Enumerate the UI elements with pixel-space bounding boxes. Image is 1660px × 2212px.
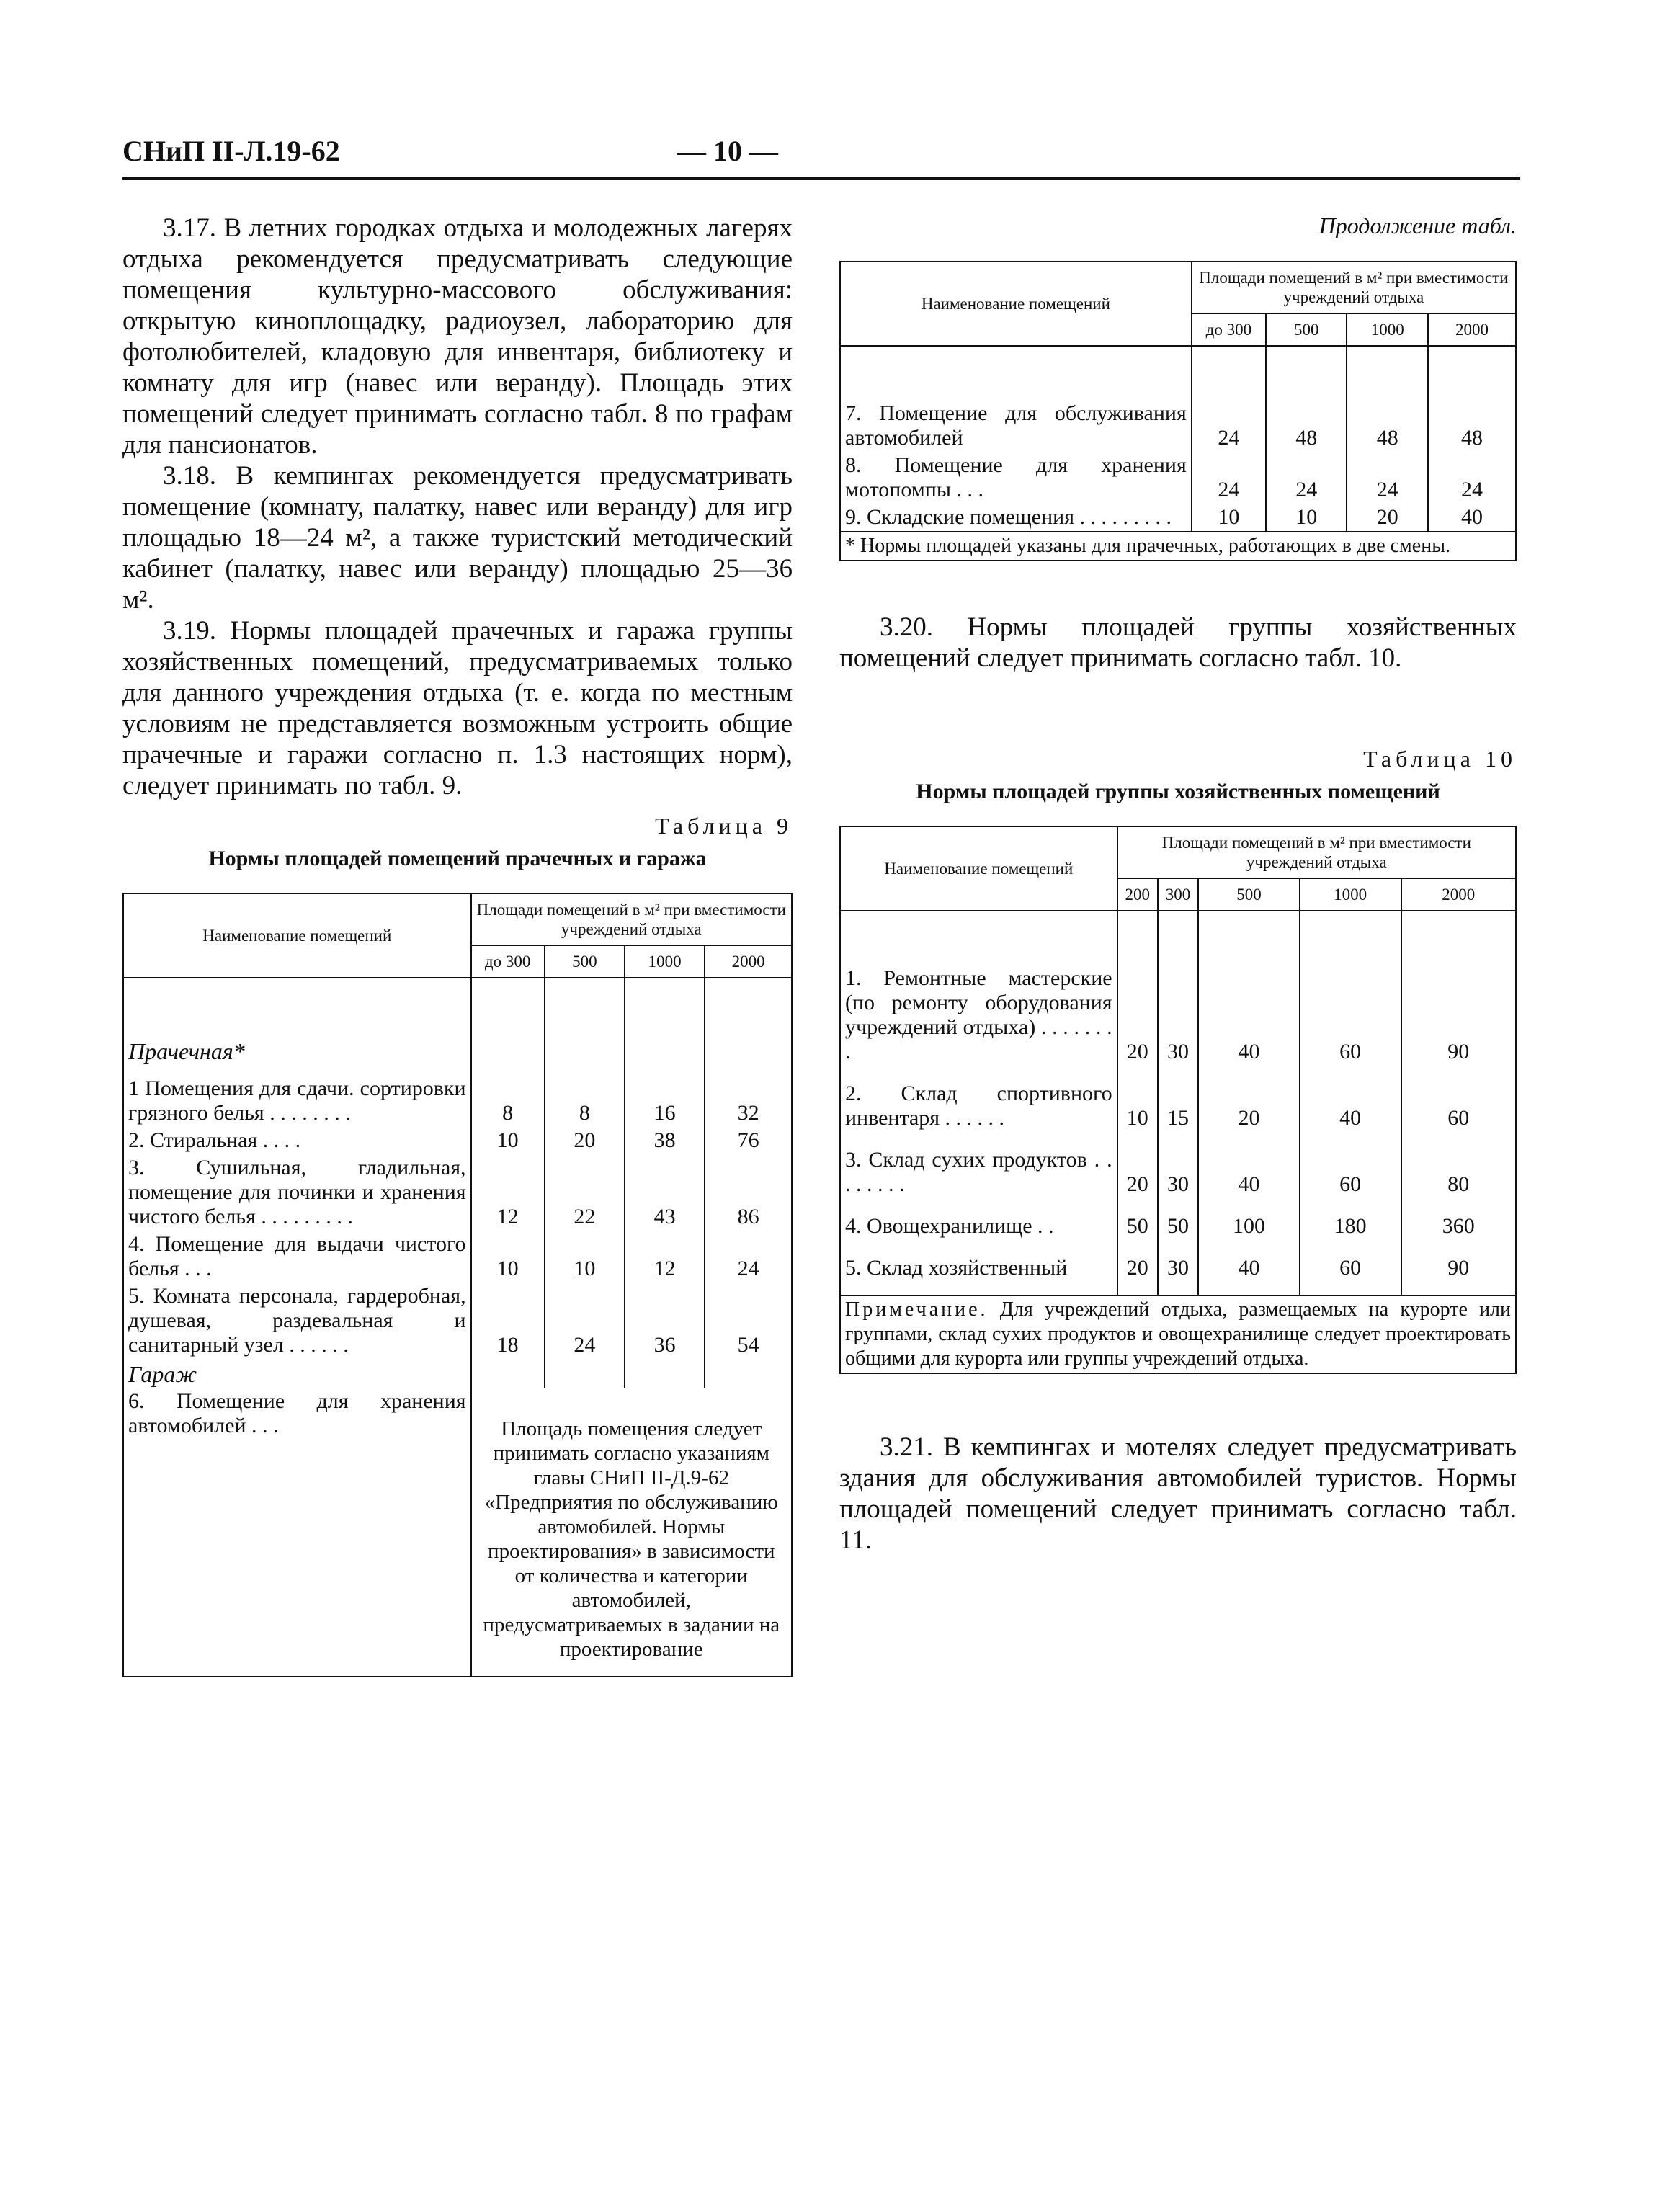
table10-cap-header: 300 [1158,878,1198,911]
table-cell: 86 [705,1154,792,1231]
table-cell: 40 [1198,1139,1300,1205]
table-cell: 60 [1300,1247,1401,1295]
left-column [122,213,793,1677]
table9-cap-header: 500 [545,945,625,978]
table-cell: 12 [471,1154,545,1231]
table-cell: 40 [1428,504,1516,532]
table-cell: 100 [1198,1205,1300,1247]
paragraph-3-20: 3.20. Нормы площадей группы хозяйственных помещений следует принимать согласно табл. 10. [839,612,1517,673]
table-row-name: 9. Складские помещения . . . . . . . . . [840,504,1192,532]
table9-group-header: Площади помещений в м² при вместимости учреждений отдыха [471,893,792,945]
table10-cap-header: 2000 [1401,878,1517,911]
table-cell: 18 [471,1283,545,1359]
table-cell: 30 [1158,1247,1198,1295]
cont-cap-header: 1000 [1347,313,1428,346]
table10-cap-header: 1000 [1300,878,1401,911]
table10-label: Таблица 10 [1363,746,1517,772]
table-cell: 76 [705,1127,792,1154]
table-row-name: 5. Склад хозяйственный [840,1247,1117,1295]
table-row [840,504,1516,532]
table-row [840,400,1516,452]
cont-cap-header: 2000 [1428,313,1516,346]
table-row [840,965,1516,1073]
table-row-name: 4. Овощехранилище . . [840,1205,1117,1247]
table-row [123,1127,792,1154]
table-cell: 40 [1300,1073,1401,1139]
table-cell: 360 [1401,1205,1517,1247]
table-cell: 24 [1347,452,1428,504]
table10-group-header: Площади помещений в м² при вместимости учреждений отдыха [1117,826,1516,878]
table-cell: 30 [1158,965,1198,1073]
table10 [839,826,1517,1374]
table-cell: 40 [1198,1247,1300,1295]
table-cell: 20 [1117,1247,1158,1295]
page-number: — 10 — [677,135,778,167]
table9-group-row [123,1032,792,1065]
table-cell: 20 [1117,1139,1158,1205]
table-cell: 54 [705,1283,792,1359]
table-cell: 60 [1300,965,1401,1073]
table10-title: Нормы площадей группы хозяйственных помещений [916,780,1440,803]
table-cell: 24 [545,1283,625,1359]
table-row [840,1073,1516,1139]
table9-cap-header: 2000 [705,945,792,978]
table-cell: 10 [1117,1073,1158,1139]
table-cell: 22 [545,1154,625,1231]
document-code: СНиП II-Л.19-62 [122,135,340,167]
table-cell: 43 [625,1154,705,1231]
table-cell: 48 [1347,400,1428,452]
table-row [123,1154,792,1231]
cont-cap-header: до 300 [1192,313,1266,346]
paragraph-3-19: 3.19. Нормы площадей прачечных и гаража группы хозяйственных помещений, предусматриваемых только для данного учреждения отдыха (т. е. когда по местным условиям не представляется возможным устроить общие прачечные и гаражи согласно п. 1.3 настоящих норм), следует принимать по табл. 9. [122,616,793,800]
right-column [839,213,1517,1556]
table-row [840,452,1516,504]
table9-group-garage: Гараж [123,1359,471,1388]
table-row-name: 3. Сушильная, гладильная, помещение для починки и хранения чистого белья . . . . . . . . . [123,1154,471,1231]
table-cell: 38 [625,1127,705,1154]
table-cell: 20 [545,1127,625,1154]
table-cell: 48 [1266,400,1347,452]
cont-group-header: Площади помещений в м² при вместимости учреждений отдыха [1192,262,1516,313]
table-cell: 50 [1158,1205,1198,1247]
table-cell: 24 [1192,400,1266,452]
continuation-label: Продолжение табл. [1318,213,1517,238]
table9-cap-header: 1000 [625,945,705,978]
table9-col-name-header: Наименование помещений [123,893,471,978]
cont-cap-header: 500 [1266,313,1347,346]
table-row-name: 2. Стиральная . . . . [123,1127,471,1154]
table-cell: 50 [1117,1205,1158,1247]
table-cell: 20 [1117,965,1158,1073]
table10-note [840,1295,1516,1373]
note-label: Примечание. [845,1298,989,1321]
table-cell: 10 [1192,504,1266,532]
table-cell: 180 [1300,1205,1401,1247]
table9-group-row [123,1359,792,1388]
table-cell: 60 [1300,1139,1401,1205]
table-cell: 15 [1158,1073,1198,1139]
table9-cap-header: до 300 [471,945,545,978]
table9-label: Таблица 9 [655,813,793,839]
table-cell: 24 [1192,452,1266,504]
table-row-name: 3. Склад сухих продуктов . . . . . . . . [840,1139,1117,1205]
cont-col-name-header: Наименование помещений [840,262,1192,346]
table-cell: 20 [1347,504,1428,532]
table-cell: 20 [1198,1073,1300,1139]
table-cell: 10 [1266,504,1347,532]
page-header [122,134,1520,180]
table9 [122,893,793,1677]
table-cell: 90 [1401,965,1517,1073]
table-cell: 10 [471,1127,545,1154]
table-cell: 24 [1266,452,1347,504]
table-cell: 10 [545,1231,625,1283]
table-row [840,1139,1516,1205]
table-row-name: 8. Помещение для хранения мотопомпы . . . [840,452,1192,504]
table-cell: 8 [545,1065,625,1127]
table-cell: 60 [1401,1073,1517,1139]
table-cell: 32 [705,1065,792,1127]
note-text: Для учреждений отдыха, размещаемых на курорте или группами, склад сухих продуктов и овощехранилище следует проектировать общими для курорта или группы учреждений отдыха. [845,1298,1512,1370]
paragraph-3-21: 3.21. В кемпингах и мотелях следует предусматривать здания для обслуживания автомобилей туристов. Нормы площадей помещений следует принимать согласно табл. 11. [839,1432,1517,1555]
table-cell: 40 [1198,965,1300,1073]
table-row [840,1247,1516,1295]
table9-footnote: * Нормы площадей указаны для прачечных, работающих в две смены. [840,532,1516,561]
table-cell: 16 [625,1065,705,1127]
table10-cap-header: 500 [1198,878,1300,911]
table-row-name: 6. Помещение для хранения автомобилей . . . [123,1388,471,1677]
table-row-name: 4. Помещение для выдачи чистого белья . . . [123,1231,471,1283]
table9-group-laundry: Прачечная* [123,1032,471,1065]
table-row-name: 7. Помещение для обслуживания автомобилей [840,400,1192,452]
table-cell: 10 [471,1231,545,1283]
table-cell: 48 [1428,400,1516,452]
table-cell: 90 [1401,1247,1517,1295]
table-cell: 24 [1428,452,1516,504]
table-cell: 30 [1158,1139,1198,1205]
table-cell: 36 [625,1283,705,1359]
table-row [840,1205,1516,1247]
garage-note: Площадь помещения следует принимать согласно указаниям главы СНиП II-Д.9-62 «Предприятия по обслуживанию автомобилей. Нормы проектирования» в зависимости от количества и категории автомобилей, предусматриваемых в задании на проектирование [471,1388,792,1677]
paragraph-3-17: 3.17. В летних городках отдыха и молодежных лагерях отдыха рекомендуется предусматривать следующие помещения культурно-массового обслуживания: открытую киноплощадку, радиоузел, лабораторию для фотолюбителей, кладовую для инвентаря, библиотеку и комнату для игр (навес или веранду). Площадь этих помещений следует принимать согласно табл. 8 по графам для пансионатов. [122,213,793,460]
table-row-name: 2. Склад спортивного инвентаря . . . . . . [840,1073,1117,1139]
table-cell: 80 [1401,1139,1517,1205]
table10-col-name-header: Наименование помещений [840,826,1117,911]
table10-cap-header: 200 [1117,878,1158,911]
paragraph-3-18: 3.18. В кемпингах рекомендуется предусматривать помещение (комнату, палатку, навес или веранду) для игр площадью 18—24 м², а также туристский методический кабинет (палатку, навес или веранду) площадью 25—36 м². [122,461,793,615]
table-row-name: 1. Ремонтные мастерские (по ремонту оборудования учреждений отдыха) . . . . . . . . [840,965,1117,1073]
table-cell: 12 [625,1231,705,1283]
table-row [123,1283,792,1359]
table-row [123,1231,792,1283]
table9-title: Нормы площадей помещений прачечных и гаража [208,847,707,870]
table9-continuation [839,261,1517,561]
table-row [123,1388,792,1677]
table-row [123,1065,792,1127]
table-cell: 24 [705,1231,792,1283]
table-row-name: 5. Комната персонала, гардеробная, душевая, раздевальная и санитарный узел . . . . . . [123,1283,471,1359]
table-row-name: 1 Помещения для сдачи. сортировки грязного белья . . . . . . . . [123,1065,471,1127]
table-cell: 8 [471,1065,545,1127]
